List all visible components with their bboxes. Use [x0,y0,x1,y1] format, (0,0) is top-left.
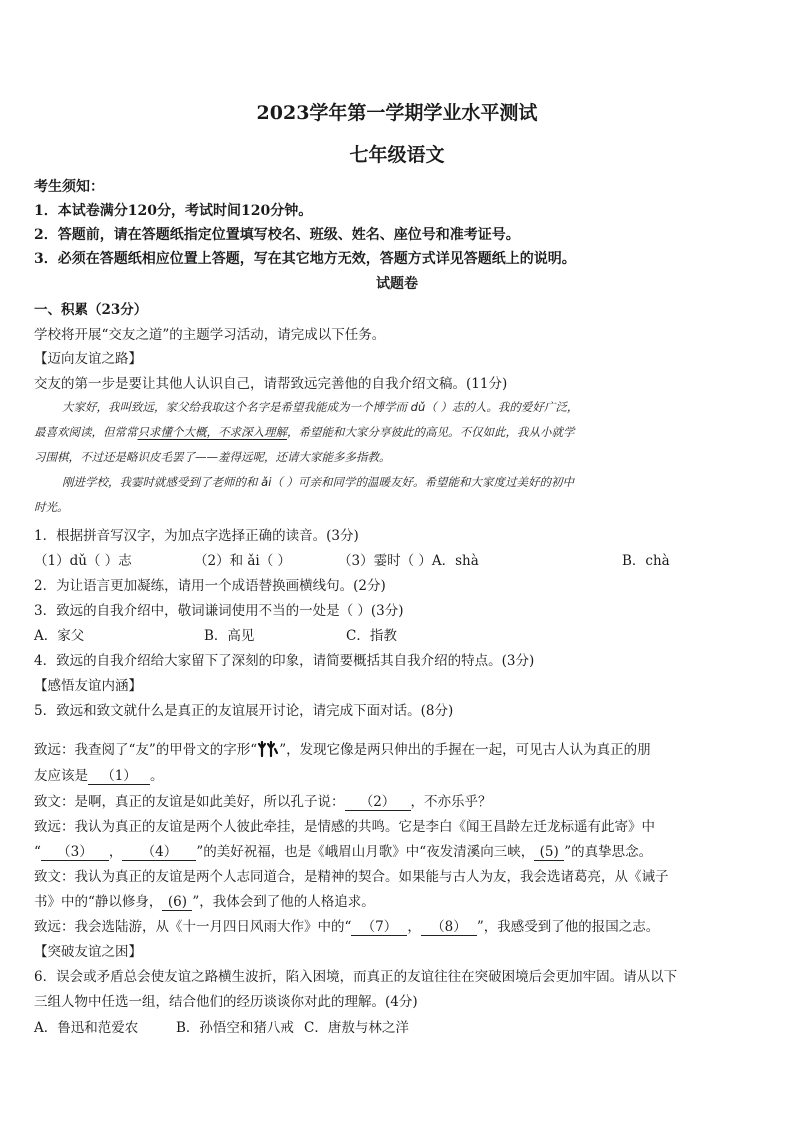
q1-option: B．chà [622,553,670,569]
question-4: 4．致远的自我介绍给大家留下了深刻的印象，请简要概括其自我介绍的特点。(3分) [34,653,535,669]
fill-blank-6[interactable]: (6) [162,895,192,911]
dialogue-line [34,764,164,785]
question-6-cont: 三组人物中任选一组，结合他们的经历谈谈你对此的理解。(4分) [34,994,418,1010]
notice-heading: 考生须知： [34,179,104,195]
fill-blank-2[interactable]: （2） [345,795,411,811]
fill-blank-3[interactable]: （3） [41,845,109,861]
notice-item: 3．必须在答题纸相应位置上答题，写在其它地方无效，答题方式详见答题纸上的说明。 [34,251,576,267]
dialogue-text: ，不亦乐乎？ [410,794,492,810]
dialogue-line [34,890,375,911]
dialogue-text: 致远：我会选陆游，从《十一月四日风雨大作》中的“ [34,919,352,935]
dialogue-line [34,790,492,811]
q1-option: （1）dǔ（ ）志 [34,553,132,569]
q6-option: B．孙悟空和猪八戒 [176,1020,294,1036]
paper-label: 试题卷 [376,276,418,292]
q3-option: A．家父 [34,628,85,644]
dialogue-text: “ [34,844,41,860]
part-label: 【迈向友谊之路】 [34,351,142,367]
dialogue-line [34,738,651,759]
exam-subtitle: 七年级语文 [349,144,445,166]
letter-line: 刚进学校，我霎时就感受到了老师的和 ǎi（ ）可亲和同学的温暖友好。希望能和大家度过美好的初中 [62,475,575,489]
question-3: 3．致远的自我介绍中，敬词谦词使用不当的一处是（ ）(3分) [34,603,404,619]
dialogue-line [34,915,659,936]
fill-blank-4[interactable]: （4） [122,845,196,861]
section-heading: 一、积累（23分） [34,302,148,318]
q3-option: B．高见 [204,628,255,644]
question-6: 6．误会或矛盾总会使友谊之路横生波折，陷入困境，而真正的友谊往往在突破困境后会更加牢固。请从以下 [34,969,678,985]
part-label: 【突破友谊之困】 [34,944,142,960]
q1-option: （2）和 ǎi（ ） [194,553,292,569]
q3-option: C．指教 [346,628,397,644]
dialogue-text: ”，我感受到了他的报国之志。 [476,919,660,935]
letter-line [34,424,575,440]
dialogue-text: 致远：我查阅了“友”的甲骨文的字形“ [34,742,258,758]
dialogue-line: 致远：我认为真正的友谊是两个人彼此牵挂，是情感的共鸣。它是李白《闻王昌龄左迁龙标遥有此寄》中 [34,819,655,835]
dialogue-text: ”的美好祝福，也是《峨眉山月歌》中“夜发清溪向三峡， [196,844,535,860]
letter-text: ，希望能和大家分享彼此的高见。不仅如此，我从小就学 [287,425,575,439]
dialogue-text: ”的真挚思念。 [564,844,653,860]
notice-item: 1．本试卷满分120分，考试时间120分钟。 [34,203,313,219]
task-intro: 交友的第一步是要让其他人认识自己，请帮致远完善他的自我介绍文稿。(11分) [34,376,508,392]
q1-option: （3）霎时（ ）A．shà [338,553,479,569]
notice-item: 2．答题前，请在答题纸指定位置填写校名、班级、姓名、座位号和准考证号。 [34,227,520,243]
question-1: 1．根据拼音写汉字，为加点字选择正确的读音。(3分) [34,528,359,544]
underlined-sentence: 只求懂个大概，不求深入理解 [137,425,287,439]
fill-blank-5[interactable]: (5) [534,845,564,861]
dialogue-text: ”，发现它像是两只伸出的手握在一起，可见古人认为真正的朋 [279,742,651,758]
q6-option: A．鲁迅和范爱农 [34,1020,139,1036]
letter-line: 时光。 [34,500,69,514]
letter-line: 大家好，我叫致远，家父给我取这个名字是希望我能成为一个博学而 dǔ（ ）志的人。我的爱好广泛， [62,400,579,414]
section-intro: 学校将开展“交友之道”的主题学习活动，请完成以下任务。 [34,327,386,343]
dialogue-text: 致文：是啊，真正的友谊是如此美好，所以孔子说： [34,794,345,810]
fill-blank-1[interactable]: （1） [88,769,150,785]
dialogue-line: 致文：我认为真正的友谊是两个人志同道合，是精神的契合。如果能与古人为友，我会选诸葛亮，从《诫子 [34,869,669,885]
exam-title: 2023学年第一学期学业水平测试 [256,102,538,124]
question-2: 2．为让语言更加凝练，请用一个成语替换画横线句。(2分) [34,578,386,594]
fill-blank-7[interactable]: （7） [351,920,407,936]
part-label: 【感悟友谊内涵】 [34,678,142,694]
oracle-bone-you-glyph [257,739,279,759]
dialogue-text: 书》中的“静以修身， [34,894,163,910]
dialogue-text: 友应该是 [34,768,88,784]
dialogue-text: ， [108,844,123,860]
letter-line: 习围棋，不过还是略识皮毛罢了——羞得远呢，还请大家能多多指教。 [34,450,391,464]
q6-option: C．唐敖与林之洋 [304,1020,409,1036]
dialogue-text: ”，我体会到了他的人格追求。 [192,894,375,910]
fill-blank-8[interactable]: （8） [421,920,477,936]
dialogue-text: ， [407,919,421,935]
letter-text: 最喜欢阅读，但常常 [34,425,138,439]
question-5: 5．致远和致文就什么是真正的友谊展开讨论，请完成下面对话。(8分) [34,703,454,719]
dialogue-text: 。 [150,768,164,784]
dialogue-line [34,840,652,861]
